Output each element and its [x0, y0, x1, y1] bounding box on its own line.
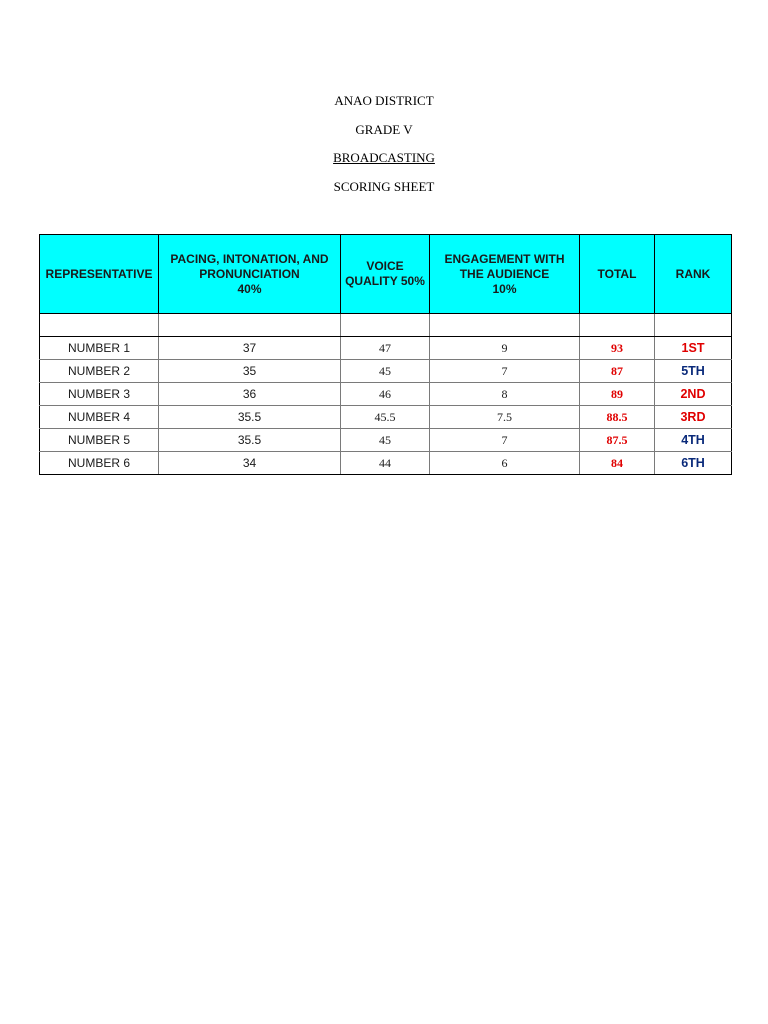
cell-rank: 5TH [655, 360, 732, 383]
col-header-rank: RANK [655, 235, 732, 314]
table-row [40, 406, 732, 429]
cell-total: 87 [580, 360, 655, 383]
cell-total: 88.5 [580, 406, 655, 429]
cell-engagement: 7 [430, 429, 580, 452]
table-row [40, 360, 732, 383]
cell-engagement: 7.5 [430, 406, 580, 429]
col-header-pacing: PACING, INTONATION, AND PRONUNCIATION 40% [159, 235, 341, 314]
cell-engagement: 6 [430, 452, 580, 475]
col-header-total: TOTAL [580, 235, 655, 314]
cell-rank: 6TH [655, 452, 732, 475]
cell-pacing: 35 [159, 360, 341, 383]
header-gap-row [40, 314, 732, 337]
cell-engagement: 9 [430, 337, 580, 360]
scoring-table [39, 234, 732, 475]
cell-voice: 47 [341, 337, 430, 360]
cell-pacing: 35.5 [159, 429, 341, 452]
cell-representative: NUMBER 4 [40, 406, 159, 429]
cell-voice: 45 [341, 360, 430, 383]
cell-representative: NUMBER 6 [40, 452, 159, 475]
cell-total: 84 [580, 452, 655, 475]
table-row [40, 429, 732, 452]
table-row [40, 337, 732, 360]
category-title: BROADCASTING [333, 150, 435, 165]
cell-rank: 1ST [655, 337, 732, 360]
cell-total: 89 [580, 383, 655, 406]
district-title: ANAO DISTRICT [334, 93, 434, 108]
col-header-voice: VOICE QUALITY 50% [341, 235, 430, 314]
document-header [0, 91, 768, 205]
cell-rank: 2ND [655, 383, 732, 406]
grade-title: GRADE V [355, 121, 413, 137]
cell-pacing: 35.5 [159, 406, 341, 429]
cell-representative: NUMBER 2 [40, 360, 159, 383]
cell-pacing: 37 [159, 337, 341, 360]
col-header-representative: REPRESENTATIVE [40, 235, 159, 314]
cell-total: 87.5 [580, 429, 655, 452]
table-header-row [40, 235, 732, 314]
cell-representative: NUMBER 5 [40, 429, 159, 452]
cell-voice: 45 [341, 429, 430, 452]
cell-representative: NUMBER 1 [40, 337, 159, 360]
cell-engagement: 8 [430, 383, 580, 406]
cell-total: 93 [580, 337, 655, 360]
cell-voice: 46 [341, 383, 430, 406]
cell-rank: 3RD [655, 406, 732, 429]
cell-pacing: 36 [159, 383, 341, 406]
cell-pacing: 34 [159, 452, 341, 475]
sheet-title: SCORING SHEET [333, 178, 435, 194]
cell-voice: 44 [341, 452, 430, 475]
cell-engagement: 7 [430, 360, 580, 383]
table-row [40, 383, 732, 406]
col-header-engagement: ENGAGEMENT WITH THE AUDIENCE 10% [430, 235, 580, 314]
cell-voice: 45.5 [341, 406, 430, 429]
cell-representative: NUMBER 3 [40, 383, 159, 406]
cell-rank: 4TH [655, 429, 732, 452]
table-row [40, 452, 732, 475]
